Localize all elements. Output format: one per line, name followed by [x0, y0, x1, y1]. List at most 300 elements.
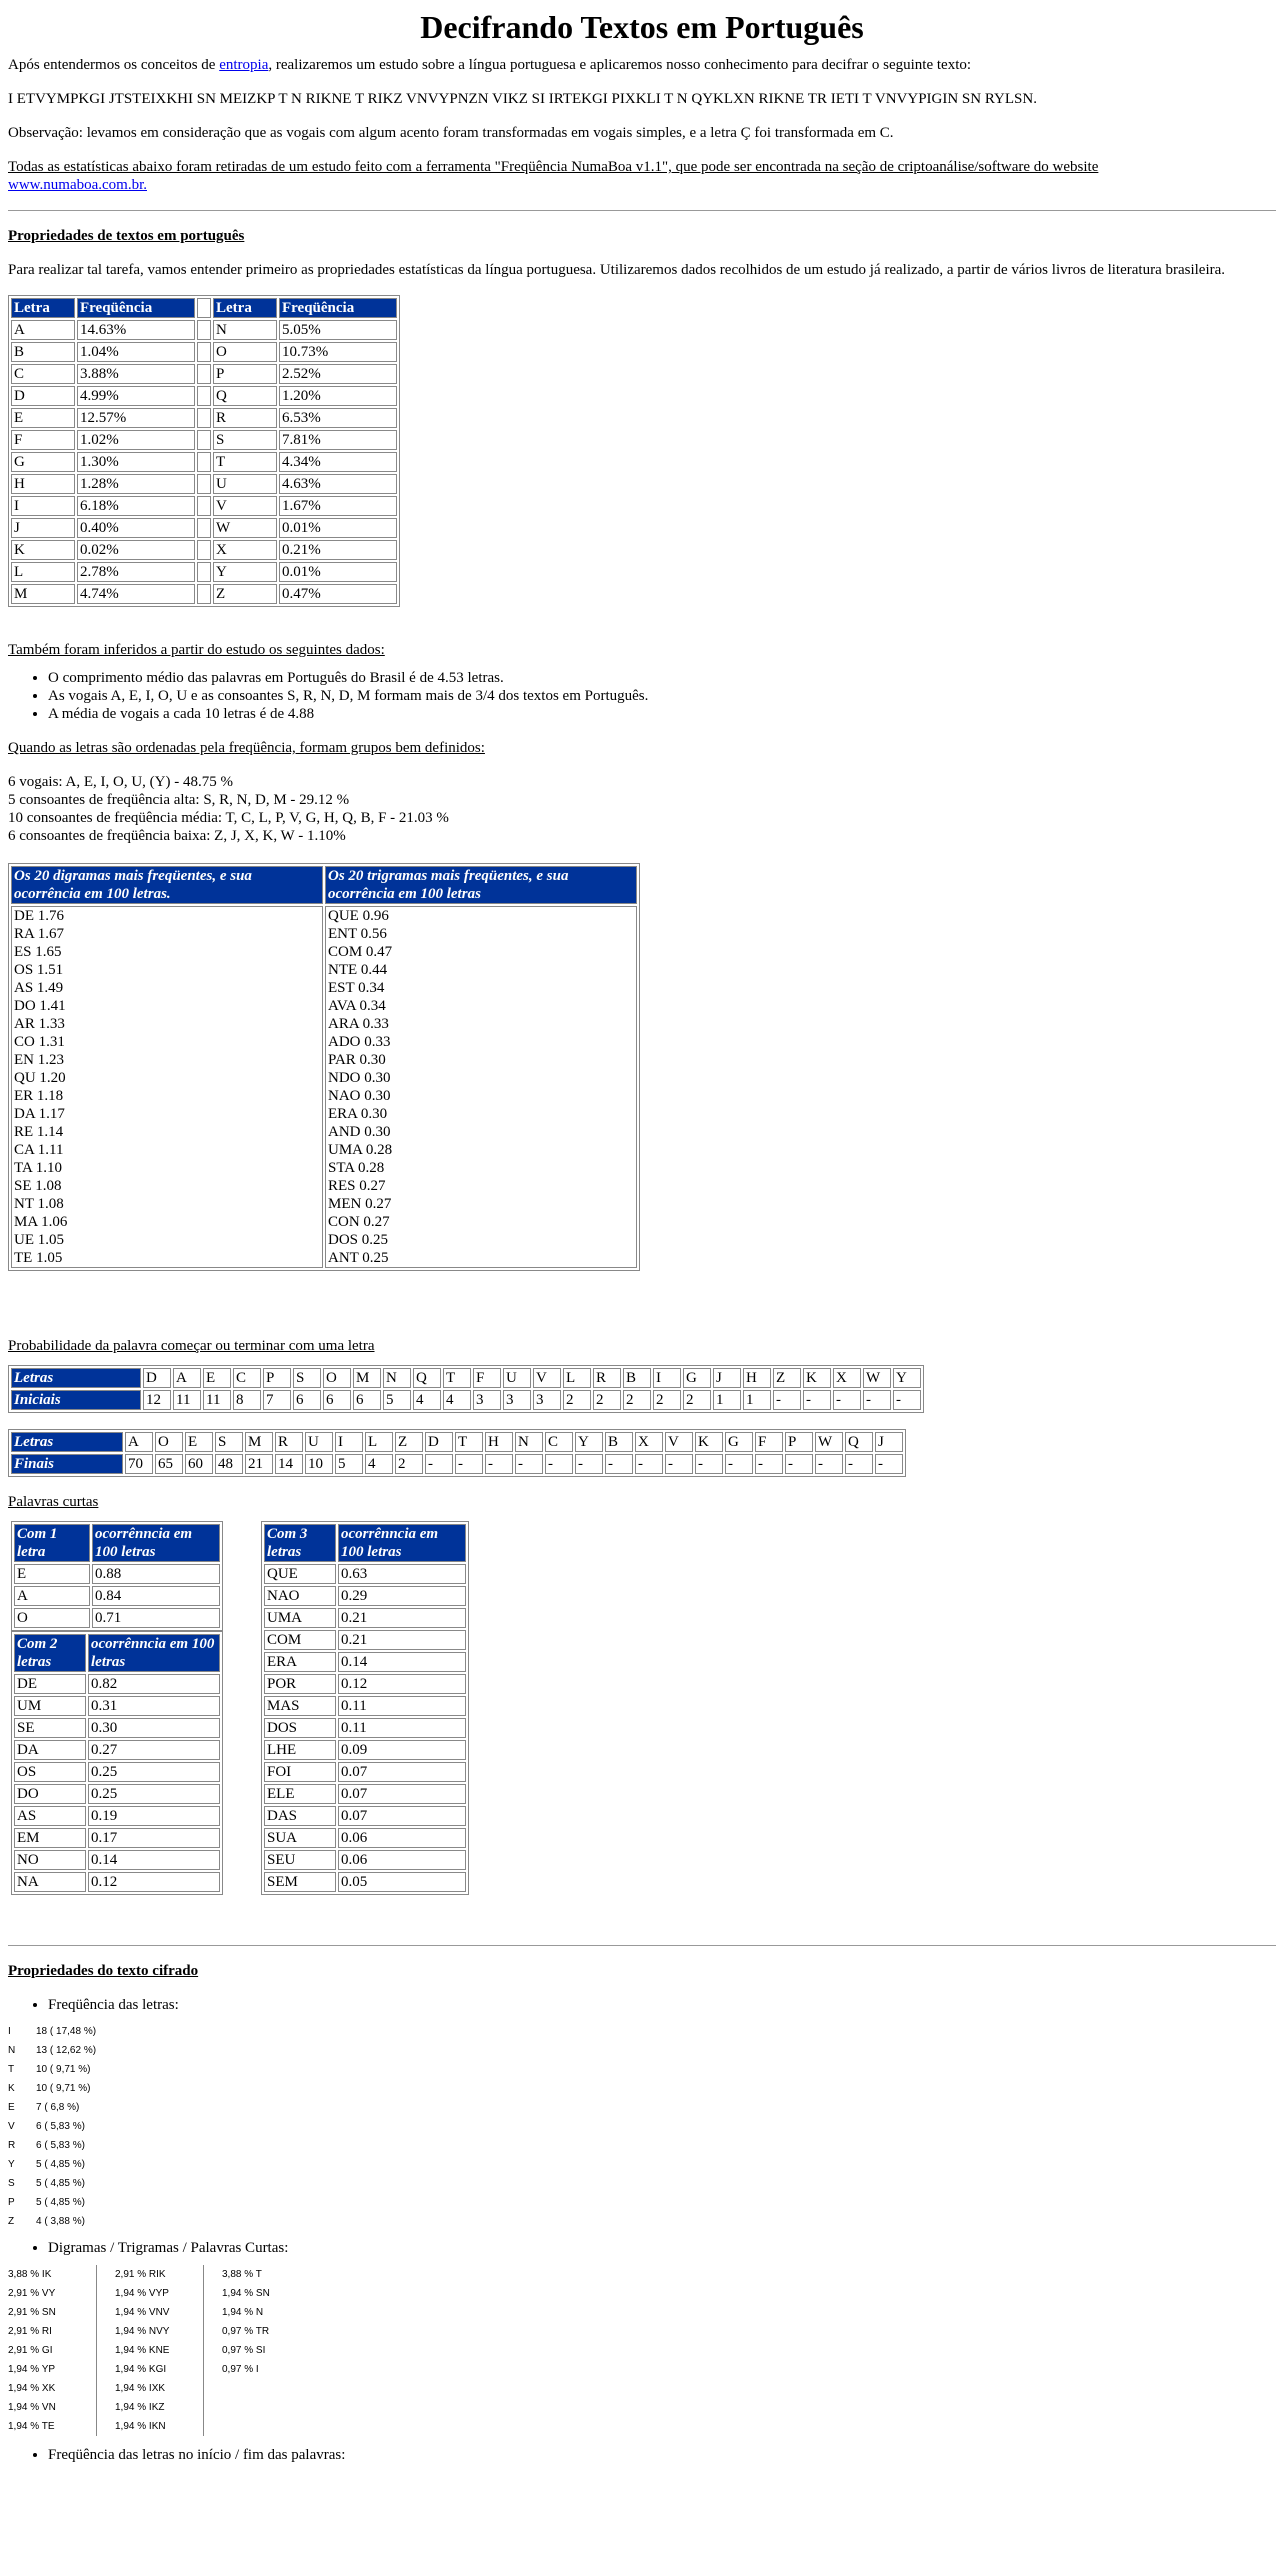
letter-cell: B: [605, 1432, 633, 1452]
value-cell: 6: [293, 1390, 321, 1410]
word-cell: LHE: [264, 1740, 336, 1760]
short-word-row: [14, 1608, 220, 1628]
cipher-letter: V: [8, 2121, 15, 2132]
letter-cell: G: [725, 1432, 753, 1452]
frequency-cell: 6.53%: [279, 408, 397, 428]
divider-2: [8, 1945, 1276, 1946]
letter-frequency-body: [11, 320, 397, 604]
cipher-digram-entry: 2,91 % GI: [8, 2345, 53, 2356]
word-cell: DE: [14, 1674, 86, 1694]
spacer-cell: [197, 386, 211, 406]
cipher-letter-row: [8, 2098, 1276, 2117]
spacer-cell: [197, 430, 211, 450]
short-word-row: [14, 1872, 220, 1892]
occurrence-cell: 0.17: [88, 1828, 220, 1848]
spacer-cell: [197, 298, 211, 318]
word-cell: NA: [14, 1872, 86, 1892]
inferred-item: • As vogais A, E, I, O, U e as consoantes S, R, N, D, M formam mais de 3/4 dos textos em Português.: [48, 687, 1276, 705]
word-cell: EM: [14, 1828, 86, 1848]
word-cell: UMA: [264, 1608, 336, 1628]
word-cell: QUE: [264, 1564, 336, 1584]
occurrence-cell: 0.27: [88, 1740, 220, 1760]
letter-cell: H: [743, 1368, 771, 1388]
short-word-row: [264, 1784, 466, 1804]
cipher-init-final-list: [8, 2446, 1276, 2464]
value-cell: -: [695, 1454, 723, 1474]
cipher-letters-title: • Freqüência das letras:: [48, 1996, 1276, 2014]
letter-cell: V: [665, 1432, 693, 1452]
letter-cell: Q: [213, 386, 277, 406]
letter-cell: M: [245, 1432, 273, 1452]
occurrence-cell: 0.29: [338, 1586, 466, 1606]
column-header: ocorrênncia em 100 letras: [92, 1524, 220, 1562]
word-cell: OS: [14, 1762, 86, 1782]
letter-cell: N: [213, 320, 277, 340]
short-word-row: [14, 1828, 220, 1848]
short-word-row: [14, 1784, 220, 1804]
occurrence-cell: 0.14: [338, 1652, 466, 1672]
cipher-trigram-entry: 1,94 % KGI: [115, 2364, 167, 2375]
word-cell: SUA: [264, 1828, 336, 1848]
stats-note-text: Todas as estatísticas abaixo foram retiradas de um estudo feito com a ferramenta "Freqüência NumaBoa v1.1", que pode ser encontrada na seção de criptoanálise/software do website: [8, 159, 1099, 175]
cipher-digram-list: [8, 2265, 78, 2436]
values-row: [11, 1390, 921, 1410]
cipher-digram-entry: 2,91 % RI: [8, 2326, 52, 2337]
letter-cell: O: [323, 1368, 351, 1388]
occurrence-cell: 0.25: [88, 1762, 220, 1782]
letter-cell: K: [803, 1368, 831, 1388]
cipher-digram-entry: 1,94 % XK: [8, 2383, 56, 2394]
letter-cell: R: [593, 1368, 621, 1388]
ngram-table: [8, 863, 640, 1271]
letter-cell: L: [365, 1432, 393, 1452]
value-cell: 48: [215, 1454, 243, 1474]
ngram-header-row: [11, 866, 637, 904]
trigram-entry: DOS 0.25: [328, 1232, 389, 1248]
cipher-letter-row: [8, 2022, 1276, 2041]
frequency-cell: 2.78%: [77, 562, 195, 582]
cipher-letter-count: 4 ( 3,88 %): [36, 2216, 85, 2227]
column-header: ocorrênncia em 100 letras: [338, 1524, 466, 1562]
value-cell: 60: [185, 1454, 213, 1474]
occurrence-cell: 0.06: [338, 1850, 466, 1870]
cipher-letter-row: [8, 2174, 1276, 2193]
word-cell: DAS: [264, 1806, 336, 1826]
value-cell: 2: [653, 1390, 681, 1410]
finals-table: [8, 1429, 906, 1477]
short-word-row: [264, 1586, 466, 1606]
occurrence-cell: 0.07: [338, 1784, 466, 1804]
frequency-cell: 3.88%: [77, 364, 195, 384]
letter-cell: O: [155, 1432, 183, 1452]
letter-frequency-row: [11, 452, 397, 472]
value-cell: -: [815, 1454, 843, 1474]
trigram-entry: NTE 0.44: [328, 962, 388, 978]
cipher-letter-row: [8, 2060, 1276, 2079]
cipher-init-final-title: • Freqüência das letras no início / fim das palavras:: [48, 2446, 1276, 2464]
word-cell: DOS: [264, 1718, 336, 1738]
column-header: Letra: [11, 298, 75, 318]
occurrence-cell: 0.11: [338, 1718, 466, 1738]
trigram-entry: ARA 0.33: [328, 1016, 389, 1032]
value-cell: -: [803, 1390, 831, 1410]
occurrence-cell: 0.09: [338, 1740, 466, 1760]
word-cell: SEU: [264, 1850, 336, 1870]
cipher-trigram-entry: 1,94 % VNV: [115, 2307, 170, 2318]
letter-cell: C: [545, 1432, 573, 1452]
cipher-trigram-entry: 1,94 % IKZ: [115, 2402, 165, 2413]
frequency-cell: 0.01%: [279, 518, 397, 538]
letter-cell: R: [275, 1432, 303, 1452]
cipher-letter-row: [8, 2155, 1276, 2174]
value-cell: -: [635, 1454, 663, 1474]
letter-cell: A: [11, 320, 75, 340]
trigram-entry: PAR 0.30: [328, 1052, 386, 1068]
digram-entry: DA 1.17: [14, 1106, 65, 1122]
digram-entry: MA 1.06: [14, 1214, 68, 1230]
cipher-letter-count: 10 ( 9,71 %): [36, 2083, 91, 2094]
letter-cell: L: [11, 562, 75, 582]
frequency-cell: 2.52%: [279, 364, 397, 384]
letter-cell: T: [213, 452, 277, 472]
letter-cell: E: [11, 408, 75, 428]
cipher-trigram-entry: 2,91 % RIK: [115, 2269, 166, 2280]
trigram-entry: COM 0.47: [328, 944, 393, 960]
letter-cell: I: [11, 496, 75, 516]
letter-cell: B: [11, 342, 75, 362]
cipher-digram-entry: 2,91 % SN: [8, 2307, 56, 2318]
cipher-letter-count: 6 ( 5,83 %): [36, 2121, 85, 2132]
digram-entry: SE 1.08: [14, 1178, 62, 1194]
occurrence-cell: 0.71: [92, 1608, 220, 1628]
trigram-entry: UMA 0.28: [328, 1142, 393, 1158]
cipher-letter-row: [8, 2117, 1276, 2136]
letter-cell: P: [785, 1432, 813, 1452]
word-cell: MAS: [264, 1696, 336, 1716]
digram-entry: DO 1.41: [14, 998, 66, 1014]
letter-cell: N: [515, 1432, 543, 1452]
letter-frequency-header-row: [11, 298, 397, 318]
frequency-cell: 6.18%: [77, 496, 195, 516]
cipher-letter-count: 10 ( 9,71 %): [36, 2064, 91, 2075]
values-row: [11, 1454, 903, 1474]
trigram-entry: ERA 0.30: [328, 1106, 388, 1122]
cipher-trigram-list: [115, 2265, 185, 2436]
cipher-trigram-entry: 1,94 % IXK: [115, 2383, 166, 2394]
letter-cell: Y: [893, 1368, 921, 1388]
observation: Observação: levamos em consideração que as vogais com algum acento foram transformadas em vogais simples, e a letra Ç foi transformada em C.: [8, 125, 894, 141]
letter-cell: X: [213, 540, 277, 560]
short-word-row: [14, 1718, 220, 1738]
value-cell: -: [515, 1454, 543, 1474]
short-word-row: [264, 1608, 466, 1628]
digram-entry: ES 1.65: [14, 944, 62, 960]
value-cell: 14: [275, 1454, 303, 1474]
section1-intro: Para realizar tal tarefa, vamos entender primeiro as propriedades estatísticas da língua portuguesa. Utilizaremos dados recolhidos de um estudo já realizado, a partir de vários livros de literatura brasileira.: [8, 262, 1226, 278]
cipher-ngrams: [8, 2265, 1276, 2436]
trigram-entry: ANT 0.25: [328, 1250, 389, 1266]
value-cell: -: [833, 1390, 861, 1410]
group-line: 6 vogais: A, E, I, O, U, (Y) - 48.75 %: [8, 774, 233, 790]
column-header: Freqüência: [77, 298, 195, 318]
letter-cell: Y: [575, 1432, 603, 1452]
letter-cell: E: [185, 1432, 213, 1452]
spacer-cell: [197, 518, 211, 538]
cipher-digram-entry: 3,88 % IK: [8, 2269, 52, 2280]
frequency-cell: 4.99%: [77, 386, 195, 406]
occurrence-cell: 0.07: [338, 1762, 466, 1782]
short-word-row: [264, 1718, 466, 1738]
letter-cell: A: [173, 1368, 201, 1388]
value-cell: -: [605, 1454, 633, 1474]
value-cell: 65: [155, 1454, 183, 1474]
occurrence-cell: 0.11: [338, 1696, 466, 1716]
value-cell: 5: [383, 1390, 411, 1410]
cipher-letter-row: [8, 2212, 1276, 2231]
letter-cell: S: [213, 430, 277, 450]
letter-cell: G: [683, 1368, 711, 1388]
column-divider: [96, 2265, 97, 2436]
short-word-row: [264, 1630, 466, 1650]
value-cell: -: [545, 1454, 573, 1474]
letter-cell: W: [815, 1432, 843, 1452]
short-words-header-row: [14, 1634, 220, 1672]
section2-title: Propriedades do texto cifrado: [8, 1963, 199, 1979]
occurrence-cell: 0.21: [338, 1608, 466, 1628]
trigram-entry: ADO 0.33: [328, 1034, 391, 1050]
cipher-letter: I: [8, 2026, 11, 2037]
letter-cell: D: [11, 386, 75, 406]
trigram-entry: QUE 0.96: [328, 908, 389, 924]
short-words-area: [8, 1521, 1276, 1895]
trigram-list: [325, 906, 637, 1268]
occurrence-cell: 0.21: [338, 1630, 466, 1650]
letter-cell: P: [263, 1368, 291, 1388]
short-word-row: [14, 1806, 220, 1826]
cipher-short-word-entry: 0,97 % I: [222, 2364, 259, 2375]
letter-cell: H: [485, 1432, 513, 1452]
spacer-cell: [197, 342, 211, 362]
letter-cell: J: [875, 1432, 903, 1452]
short-word-row: [14, 1850, 220, 1870]
probability-title: Probabilidade da palavra começar ou terminar com uma letra: [8, 1338, 375, 1354]
letter-cell: W: [213, 518, 277, 538]
value-cell: 4: [365, 1454, 393, 1474]
letter-cell: X: [635, 1432, 663, 1452]
cipher-letter: R: [8, 2140, 16, 2151]
letter-cell: M: [11, 584, 75, 604]
digram-entry: UE 1.05: [14, 1232, 64, 1248]
short-words-left: [11, 1521, 261, 1895]
occurrence-cell: 0.63: [338, 1564, 466, 1584]
letter-cell: V: [533, 1368, 561, 1388]
frequency-cell: 0.01%: [279, 562, 397, 582]
value-cell: 6: [353, 1390, 381, 1410]
trigram-entry: CON 0.27: [328, 1214, 390, 1230]
occurrence-cell: 0.25: [88, 1784, 220, 1804]
spacer-cell: [197, 562, 211, 582]
occurrence-cell: 0.19: [88, 1806, 220, 1826]
word-cell: NAO: [264, 1586, 336, 1606]
letter-cell: Z: [213, 584, 277, 604]
letter-cell: U: [213, 474, 277, 494]
occurrence-cell: 0.12: [338, 1674, 466, 1694]
value-cell: 3: [533, 1390, 561, 1410]
cipher-letter-row: [8, 2079, 1276, 2098]
digram-entry: AR 1.33: [14, 1016, 65, 1032]
letter-frequency-row: [11, 342, 397, 362]
value-cell: -: [863, 1390, 891, 1410]
trigram-entry: NDO 0.30: [328, 1070, 391, 1086]
occurrence-cell: 0.30: [88, 1718, 220, 1738]
letter-cell: T: [455, 1432, 483, 1452]
word-cell: SE: [14, 1718, 86, 1738]
word-cell: O: [14, 1608, 90, 1628]
cipher-text: I ETVYMPKGI JTSTEIXKHI SN MEIZKP T N RIKNE T RIKZ VNVYPNZN VIKZ SI IRTEKGI PIXKLI T N QYKLXN RIKNE TR IETI T VNVYPIGIN SN RYLSN.: [8, 91, 1037, 107]
value-cell: 4: [443, 1390, 471, 1410]
letter-cell: T: [443, 1368, 471, 1388]
value-cell: 7: [263, 1390, 291, 1410]
frequency-cell: 0.47%: [279, 584, 397, 604]
letter-cell: L: [563, 1368, 591, 1388]
letter-frequency-row: [11, 474, 397, 494]
stats-note: [8, 158, 1276, 194]
page-title: Decifrando Textos em Português: [420, 9, 864, 45]
trigram-entry: STA 0.28: [328, 1160, 385, 1176]
frequency-cell: 0.21%: [279, 540, 397, 560]
letter-cell: K: [11, 540, 75, 560]
entropia-link[interactable]: entropia: [219, 57, 269, 73]
cipher-short-word-entry: 1,94 % SN: [222, 2288, 270, 2299]
intro-after: , realizaremos um estudo sobre a língua portuguesa e aplicaremos nosso conhecimento para decifrar o seguinte texto:: [268, 57, 972, 73]
short-word-row: [14, 1740, 220, 1760]
group-line: 10 consoantes de freqüência média: T, C, L, P, V, G, H, Q, B, F - 21.03 %: [8, 810, 449, 826]
cipher-letter-count: 5 ( 4,85 %): [36, 2197, 85, 2208]
short-word-row: [264, 1740, 466, 1760]
cipher-letter: P: [8, 2197, 15, 2208]
digram-entry: TA 1.10: [14, 1160, 62, 1176]
cipher-ngrams-title: • Digramas / Trigramas / Palavras Curtas:: [48, 2239, 1276, 2257]
value-cell: 70: [125, 1454, 153, 1474]
cipher-letter-count: 6 ( 5,83 %): [36, 2140, 85, 2151]
letter-cell: Y: [213, 562, 277, 582]
frequency-cell: 0.40%: [77, 518, 195, 538]
letter-frequency-row: [11, 518, 397, 538]
column-header: Freqüência: [279, 298, 397, 318]
cipher-short-word-entry: 0,97 % TR: [222, 2326, 270, 2337]
cipher-letter: Z: [8, 2216, 15, 2227]
letter-frequency-row: [11, 430, 397, 450]
short-words-header-row: [264, 1524, 466, 1562]
column-header: Com 3 letras: [264, 1524, 336, 1562]
spacer-cell: [197, 474, 211, 494]
value-cell: -: [785, 1454, 813, 1474]
cipher-letter: S: [8, 2178, 15, 2189]
cipher-digram-entry: 1,94 % TE: [8, 2421, 55, 2432]
letter-frequency-table: [8, 295, 400, 607]
frequency-cell: 1.30%: [77, 452, 195, 472]
frequency-cell: 1.67%: [279, 496, 397, 516]
frequency-cell: 1.20%: [279, 386, 397, 406]
letter-cell: K: [695, 1432, 723, 1452]
letters-row: [11, 1432, 903, 1452]
cipher-trigram-entry: 1,94 % VYP: [115, 2288, 169, 2299]
page: [0, 8, 1284, 2464]
word-cell: FOI: [264, 1762, 336, 1782]
word-cell: DO: [14, 1784, 86, 1804]
letter-cell: X: [833, 1368, 861, 1388]
letter-cell: M: [353, 1368, 381, 1388]
occurrence-cell: 0.14: [88, 1850, 220, 1870]
spacer-cell: [197, 320, 211, 340]
cipher-ngrams-list: [8, 2239, 1276, 2257]
cipher-letter-row: [8, 2136, 1276, 2155]
value-cell: -: [755, 1454, 783, 1474]
word-cell: SEM: [264, 1872, 336, 1892]
letter-frequency-row: [11, 386, 397, 406]
letter-cell: I: [335, 1432, 363, 1452]
letter-cell: Q: [413, 1368, 441, 1388]
cipher-letter-count: 18 ( 17,48 %): [36, 2026, 97, 2037]
letter-cell: H: [11, 474, 75, 494]
short-words-header-row: [14, 1524, 220, 1562]
letter-cell: C: [233, 1368, 261, 1388]
digram-entry: DE 1.76: [14, 908, 64, 924]
letter-cell: J: [11, 518, 75, 538]
spacer-cell: [197, 408, 211, 428]
letter-cell: J: [713, 1368, 741, 1388]
section1-title: Propriedades de textos em português: [8, 228, 245, 244]
frequency-cell: 4.74%: [77, 584, 195, 604]
values-label: Finais: [11, 1454, 123, 1474]
value-cell: -: [725, 1454, 753, 1474]
letter-cell: B: [623, 1368, 651, 1388]
inferred-title: Também foram inferidos a partir do estudo os seguintes dados:: [8, 642, 385, 658]
letter-cell: D: [425, 1432, 453, 1452]
digram-entry: AS 1.49: [14, 980, 64, 996]
digram-entry: ER 1.18: [14, 1088, 64, 1104]
numaboa-link[interactable]: www.numaboa.com.br.: [8, 177, 147, 193]
intro-before: Após entendermos os conceitos de: [8, 57, 220, 73]
occurrence-cell: 0.31: [88, 1696, 220, 1716]
value-cell: 6: [323, 1390, 351, 1410]
short-word-row: [14, 1564, 220, 1584]
letters-label: Letras: [11, 1432, 123, 1452]
value-cell: -: [575, 1454, 603, 1474]
value-cell: 11: [203, 1390, 231, 1410]
letter-frequency-row: [11, 496, 397, 516]
cipher-digram-entry: 1,94 % YP: [8, 2364, 56, 2375]
digram-header: Os 20 digramas mais freqüentes, e sua ocorrência em 100 letras.: [11, 866, 323, 904]
column-header: ocorrênncia em 100 letras: [88, 1634, 220, 1672]
spacer-cell: [197, 496, 211, 516]
digram-entry: OS 1.51: [14, 962, 64, 978]
value-cell: 10: [305, 1454, 333, 1474]
trigram-entry: AND 0.30: [328, 1124, 391, 1140]
initials-table: [8, 1365, 924, 1413]
digram-list: [11, 906, 323, 1268]
frequency-cell: 12.57%: [77, 408, 195, 428]
short-word-row: [264, 1828, 466, 1848]
value-cell: 8: [233, 1390, 261, 1410]
spacer-cell: [197, 364, 211, 384]
column-header: Com 2 letras: [14, 1634, 86, 1672]
word-cell: E: [14, 1564, 90, 1584]
word-cell: DA: [14, 1740, 86, 1760]
value-cell: -: [665, 1454, 693, 1474]
short-word-row: [264, 1762, 466, 1782]
letter-cell: N: [383, 1368, 411, 1388]
